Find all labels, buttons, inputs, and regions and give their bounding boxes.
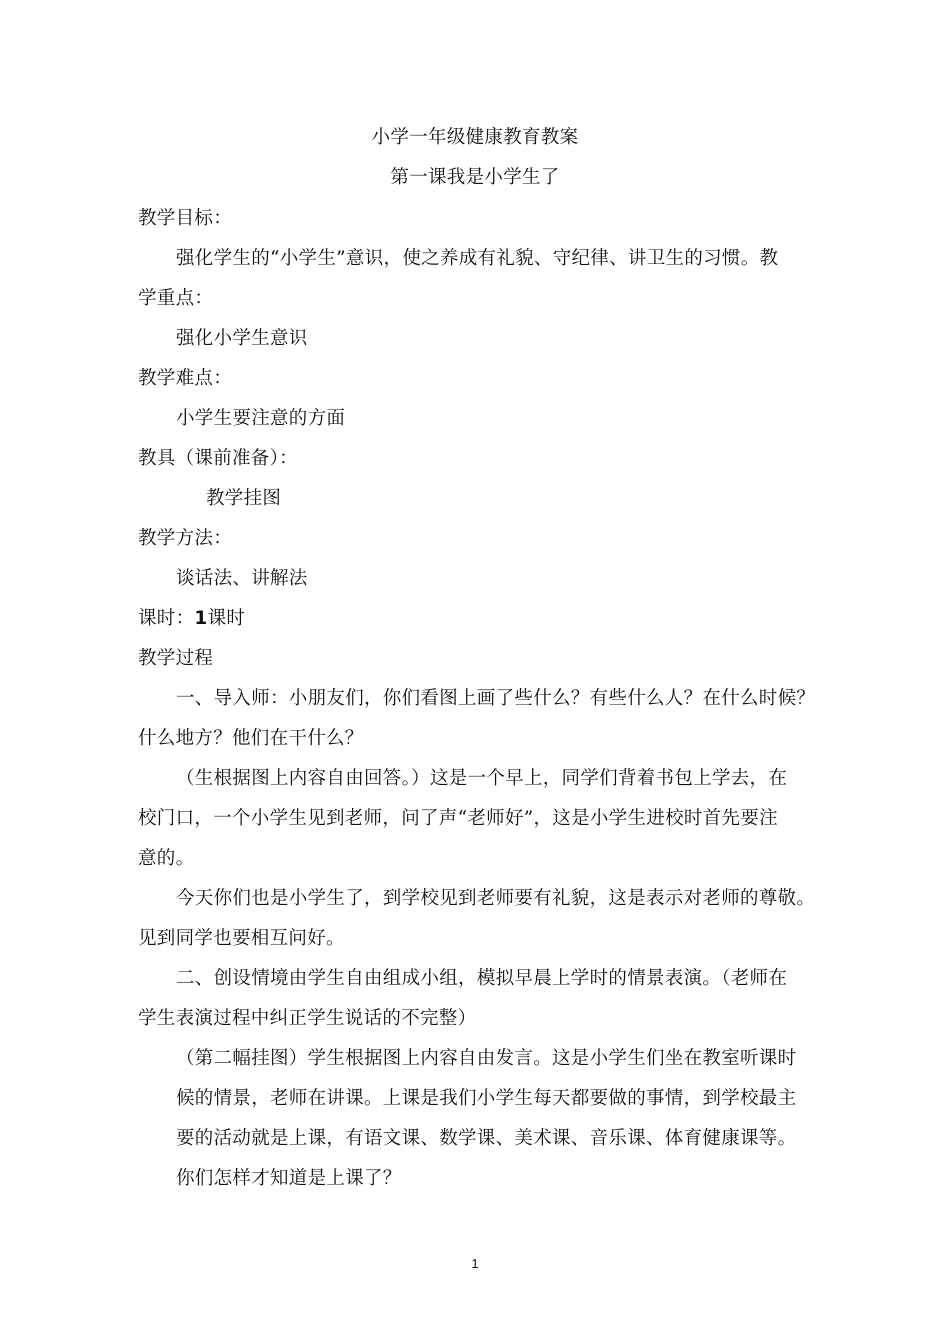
- text-line: 小学生要注意的方面: [176, 408, 346, 429]
- text-line: 什么地方？他们在干什么？: [138, 728, 364, 749]
- text-line: （生根据图上内容自由回答。）这是一个早上，同学们背着书包上学去，在: [176, 768, 788, 789]
- text-line: 教学方法：: [138, 528, 233, 549]
- text-line: （第二幅挂图）学生根据图上内容自由发言。这是小学生们坐在教室听课时: [176, 1048, 797, 1069]
- text-line: 学生表演过程中纠正学生说话的不完整）: [138, 1008, 477, 1029]
- text-line: 要的活动就是上课，有语文课、数学课、美术课、音乐课、体育健康课等。: [176, 1128, 797, 1149]
- text-line: 教学过程: [138, 648, 214, 669]
- text-line: 候的情景，老师在讲课。上课是我们小学生每天都要做的事情，到学校最主: [176, 1088, 797, 1109]
- class-hours-line: [138, 606, 245, 632]
- text-line: 教学难点：: [138, 368, 233, 389]
- lesson-title: 第一课我是小学生了: [390, 167, 560, 188]
- text-line: 教学目标：: [138, 208, 233, 229]
- text-line: 强化小学生意识: [176, 328, 308, 349]
- text-line: 教具（课前准备）：: [138, 448, 298, 469]
- text-line: 你们怎样才知道是上课了？: [176, 1168, 402, 1189]
- text-line: 强化学生的“小学生”意识，使之养成有礼貌、守纪律、讲卫生的习惯。教: [176, 248, 779, 269]
- text-line: 学重点：: [138, 288, 214, 309]
- document-title: 小学一年级健康教育教案: [371, 127, 579, 148]
- class-hours-unit: 课时: [207, 608, 246, 629]
- text-line: 谈话法、讲解法: [176, 568, 308, 589]
- text-line: 二、创设情境由学生自由组成小组，模拟早晨上学时的情景表演。（老师在: [176, 968, 788, 989]
- text-line: 校门口，一个小学生见到老师，问了声“老师好”，这是小学生进校时首先要注: [138, 808, 778, 829]
- text-line: 今天你们也是小学生了，到学校见到老师要有礼貌，这是表示对老师的尊敬。: [176, 888, 816, 909]
- text-line: 意的。: [138, 848, 195, 869]
- text-line: 一、导入师：小朋友们，你们看图上画了些什么？有些什么人？在什么时候？: [176, 688, 816, 709]
- text-line: 见到同学也要相互问好。: [138, 928, 345, 949]
- text-line: 教学挂图: [206, 488, 282, 509]
- page-number: 1: [471, 1256, 479, 1271]
- class-hours-number: 1: [194, 608, 208, 629]
- class-hours-label: 课时：: [138, 608, 195, 629]
